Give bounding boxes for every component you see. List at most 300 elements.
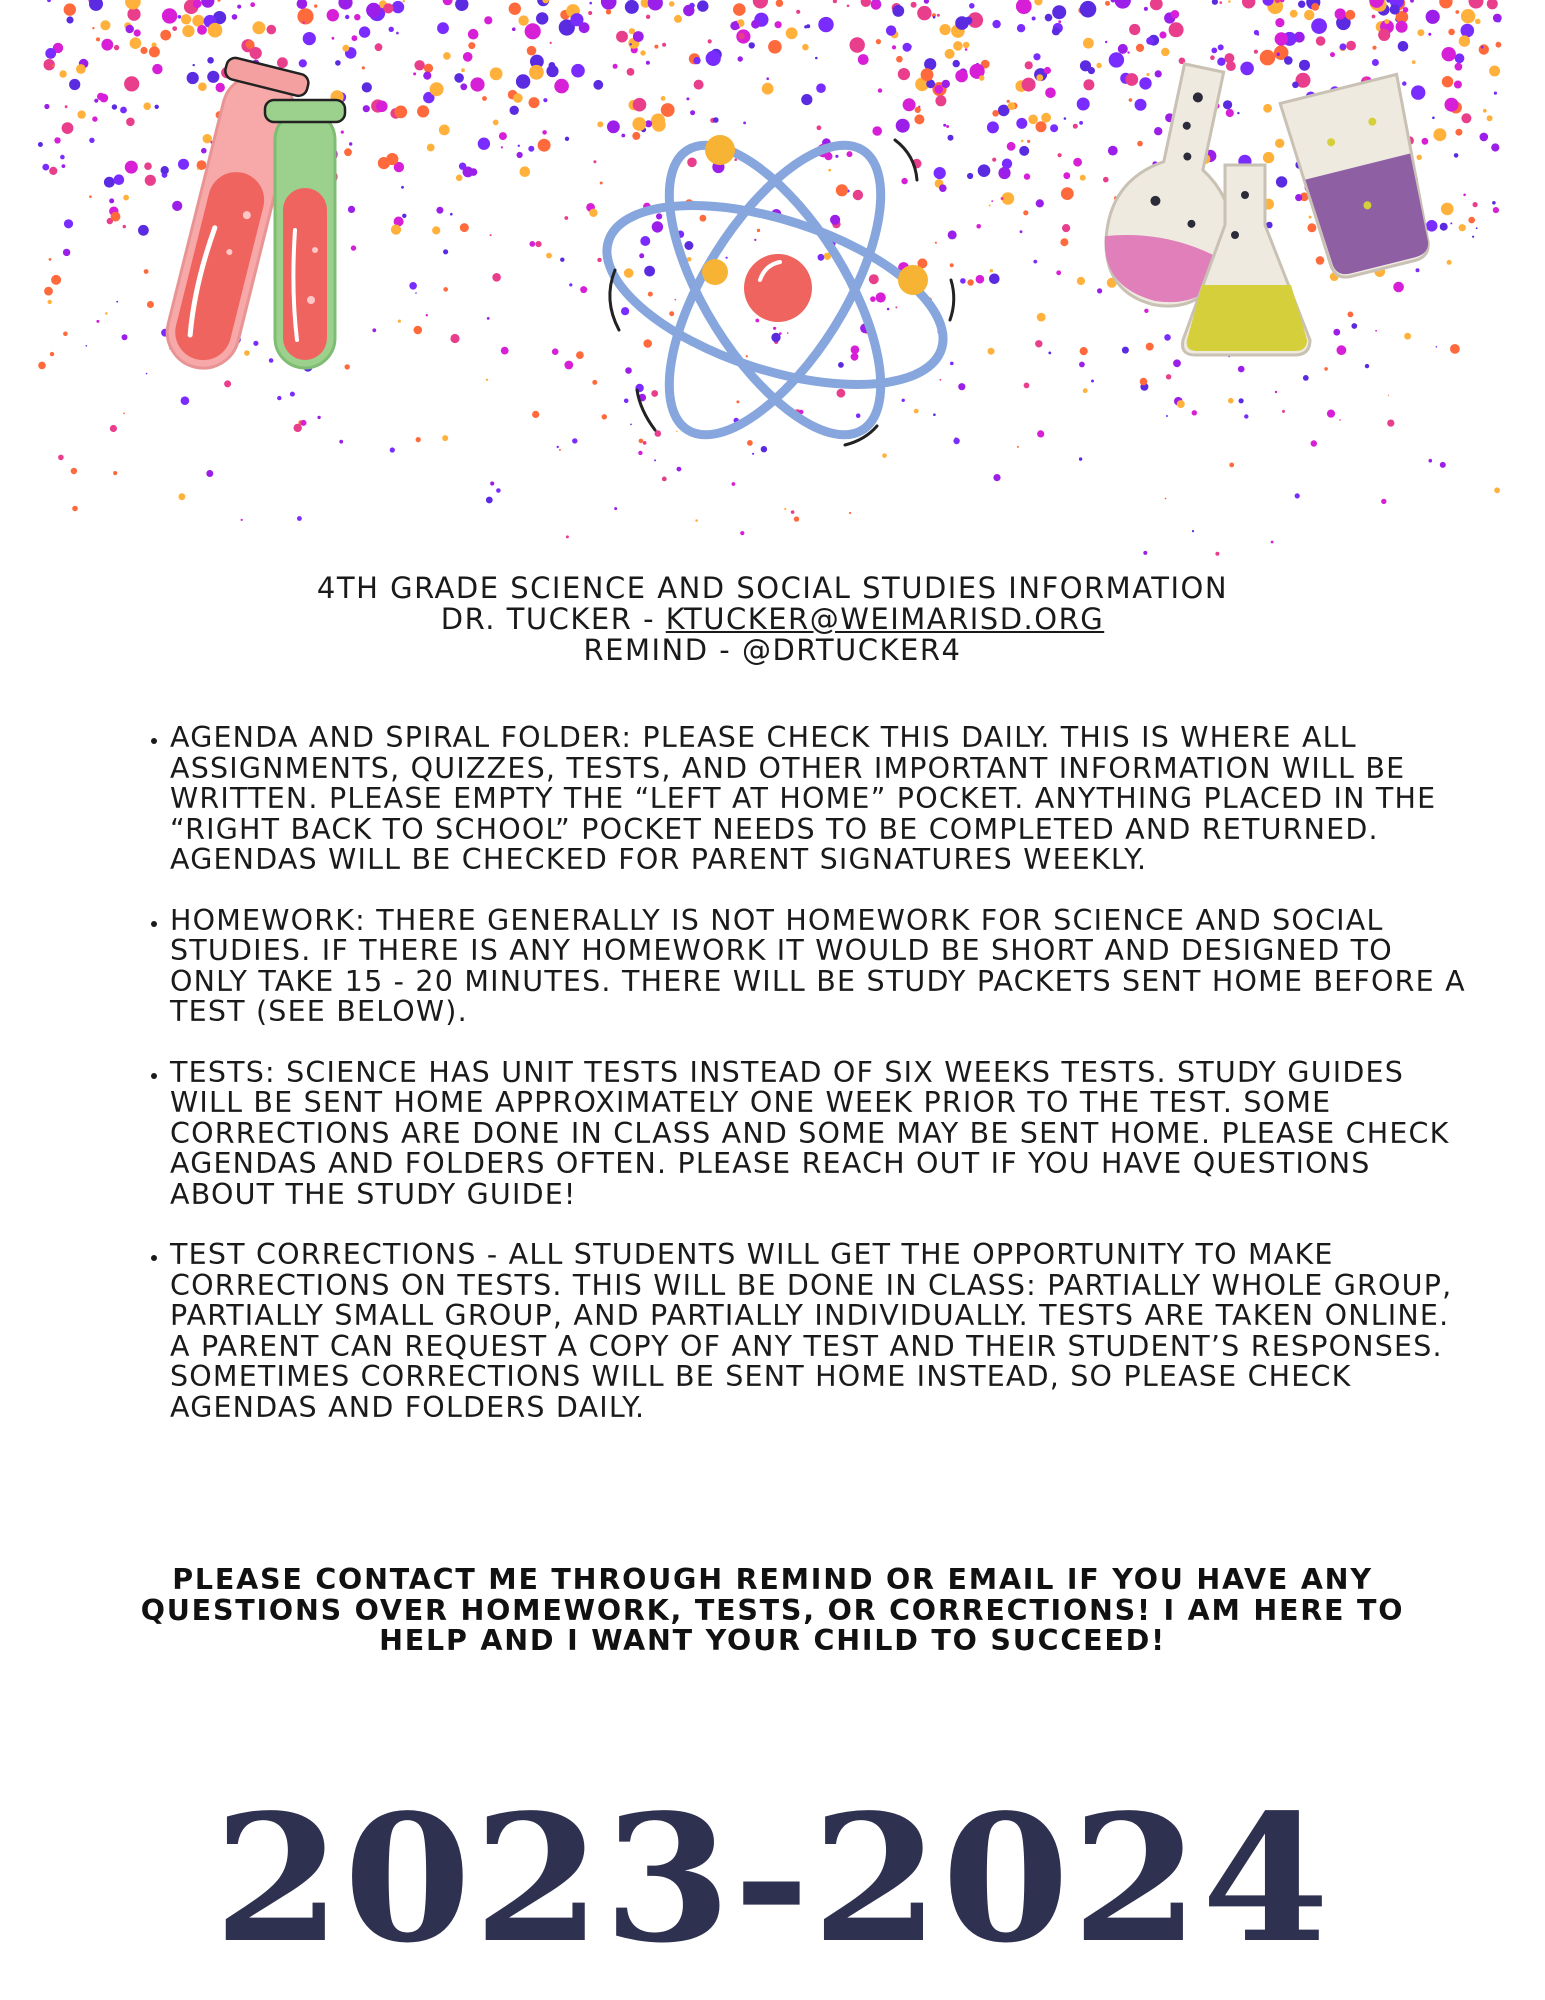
confetti-dot — [802, 44, 809, 51]
document-header — [0, 573, 1545, 666]
confetti-dot — [945, 49, 955, 59]
confetti-dot — [290, 392, 295, 397]
confetti-dot — [1417, 29, 1424, 36]
confetti-dot — [120, 107, 127, 114]
confetti-dot — [1239, 398, 1244, 403]
confetti-dot — [552, 348, 559, 355]
confetti-dot — [1079, 121, 1083, 125]
confetti-dot — [576, 351, 584, 359]
confetti-dot — [886, 25, 896, 35]
confetti-dot — [192, 15, 204, 27]
confetti-dot — [478, 138, 490, 150]
confetti-dot — [1496, 42, 1502, 48]
confetti-dot — [749, 42, 755, 48]
confetti-dot — [1062, 224, 1070, 232]
confetti-dot — [992, 158, 996, 162]
confetti-dot — [1171, 10, 1180, 19]
confetti-dot — [1459, 35, 1470, 46]
confetti-dot — [1192, 530, 1194, 532]
confetti-dot — [1481, 46, 1484, 49]
confetti-dot — [1442, 76, 1453, 87]
confetti-dot — [409, 282, 417, 290]
confetti-dot — [297, 0, 308, 9]
confetti-dot — [871, 0, 881, 10]
confetti-dot — [1211, 48, 1217, 54]
confetti-dot — [94, 99, 98, 103]
confetti-dot — [327, 9, 339, 21]
confetti-dot — [1461, 9, 1475, 23]
confetti-dot — [44, 104, 49, 109]
confetti-dot — [1058, 20, 1061, 23]
confetti-dot — [571, 64, 585, 78]
confetti-dot — [197, 25, 207, 35]
confetti-dot — [297, 516, 302, 521]
confetti-dot — [1254, 50, 1258, 54]
confetti-dot — [535, 241, 541, 247]
confetti-dot — [122, 334, 128, 340]
confetti-dot — [100, 20, 110, 30]
confetti-dot — [1463, 194, 1466, 197]
confetti-dot — [1025, 61, 1033, 69]
confetti-dot — [1169, 22, 1184, 37]
confetti-dot — [65, 105, 68, 108]
confetti-dot — [1304, 10, 1314, 20]
confetti-dot — [44, 287, 53, 296]
confetti-dot — [529, 65, 544, 80]
confetti-dot — [616, 31, 628, 43]
confetti-dot — [1080, 1, 1097, 18]
confetti-dot — [589, 2, 592, 5]
confetti-dot — [414, 326, 423, 335]
flasks-icon — [1095, 55, 1435, 365]
confetti-dot — [345, 15, 349, 19]
atom-icon — [595, 110, 975, 460]
teacher-contact-line — [0, 604, 1545, 635]
confetti-dot — [62, 122, 74, 134]
confetti-dot — [601, 0, 617, 10]
confetti-dot — [1439, 0, 1452, 8]
confetti-dot — [112, 104, 117, 109]
confetti-dot — [1316, 36, 1326, 46]
confetti-dot — [546, 253, 552, 259]
confetti-dot — [1275, 391, 1277, 393]
confetti-dot — [1311, 3, 1319, 11]
confetti-dot — [442, 435, 448, 441]
confetti-dot — [1056, 270, 1061, 275]
confetti-dot — [297, 8, 313, 24]
confetti-dot — [557, 446, 559, 448]
confetti-dot — [162, 8, 177, 23]
confetti-dot — [955, 70, 968, 83]
confetti-dot — [1491, 143, 1499, 151]
confetti-dot — [606, 9, 611, 14]
confetti-dot — [560, 258, 564, 262]
confetti-dot — [1220, 1, 1223, 4]
confetti-dot — [501, 146, 503, 148]
confetti-dot — [1212, 0, 1218, 5]
confetti-dot — [416, 437, 421, 442]
confetti-dot — [695, 519, 698, 522]
confetti-dot — [1023, 210, 1028, 215]
confetti-dot — [730, 21, 739, 30]
confetti-dot — [294, 424, 302, 432]
confetti-dot — [762, 83, 774, 95]
confetti-dot — [401, 186, 404, 189]
confetti-dot — [1027, 140, 1030, 143]
confetti-dot — [640, 50, 645, 55]
confetti-dot — [1019, 146, 1029, 156]
confetti-dot — [396, 32, 399, 35]
confetti-dot — [1016, 0, 1032, 14]
confetti-dot — [1063, 172, 1070, 179]
confetti-dot — [89, 138, 94, 143]
confetti-dot — [89, 0, 103, 11]
confetti-dot — [89, 195, 92, 198]
confetti-dot — [1479, 44, 1489, 54]
confetti-dot — [1340, 43, 1347, 50]
confetti-dot — [250, 2, 255, 7]
confetti-dot — [1454, 153, 1459, 158]
confetti-dot — [51, 275, 61, 285]
confetti-dot — [978, 164, 991, 177]
confetti-dot — [1077, 277, 1085, 285]
confetti-dot — [529, 97, 540, 108]
confetti-dot — [126, 25, 134, 33]
list-item-test-corrections: • TEST CORRECTIONS - ALL STUDENTS WILL GET THE OPPORTUNITY TO MAKE CORRECTIONS ON TESTS. THIS WILL BE DONE IN CLASS: PARTIALLY WHOLE GROUP, PARTIALLY SMALL GROUP, AND PARTIALLY INDIVIDUALLY. TESTS ARE TAKEN ONLINE. A PARENT CAN REQUEST A COPY OF ANY TEST AND THEIR STUDENT’S RESPONSES. SOMETIMES CORRECTIONS WILL BE SENT HOME INSTEAD, SO PLEASE CHECK AGENDAS AND FOLDERS DAILY. — [170, 1240, 1470, 1423]
confetti-dot — [896, 56, 903, 63]
confetti-dot — [1428, 33, 1431, 36]
confetti-dot — [1440, 462, 1446, 468]
confetti-dot — [796, 10, 800, 14]
confetti-dot — [921, 68, 934, 81]
confetti-dot — [1489, 66, 1500, 77]
confetti-dot — [182, 25, 194, 37]
confetti-dot — [392, 1, 404, 13]
list-item-homework: • HOMEWORK: THERE GENERALLY IS NOT HOMEWORK FOR SCIENCE AND SOCIAL STUDIES. IF THERE IS ANY HOMEWORK IT WOULD BE SHORT AND DESIGNED TO ONLY TAKE 15 - 20 MINUTES. THERE WILL BE STUDY PACKETS SENT HOME BEFORE A TEST (SEE BELOW). — [170, 906, 1470, 1028]
confetti-dot — [733, 3, 746, 16]
confetti-dot — [1115, 0, 1131, 9]
confetti-dot — [784, 508, 786, 510]
confetti-dot — [114, 174, 125, 185]
confetti-dot — [1083, 79, 1094, 90]
confetti-dot — [50, 352, 54, 356]
confetti-dot — [69, 79, 80, 90]
confetti-dot — [520, 166, 531, 177]
confetti-dot — [1215, 552, 1219, 556]
confetti-dot — [1035, 340, 1042, 347]
confetti-dot — [892, 45, 896, 49]
confetti-dot — [989, 274, 1000, 285]
confetti-dot — [1048, 352, 1051, 355]
confetti-dot — [953, 60, 960, 67]
confetti-dot — [1016, 118, 1027, 129]
confetti-dot — [693, 57, 700, 64]
confetti-dot — [911, 2, 917, 8]
confetti-dot — [1429, 459, 1433, 463]
confetti-dot — [751, 20, 760, 29]
confetti-dot — [63, 332, 68, 337]
confetti-dot — [1061, 187, 1074, 200]
confetti-dot — [1127, 51, 1129, 53]
confetti-dot — [993, 474, 1000, 481]
confetti-dot — [1073, 158, 1082, 167]
confetti-dot — [850, 37, 865, 52]
confetti-dot — [1140, 378, 1148, 386]
confetti-dot — [1229, 463, 1234, 468]
confetti-dot — [389, 27, 394, 32]
confetti-dot — [1346, 41, 1356, 51]
confetti-dot — [501, 347, 509, 355]
confetti-dot — [1037, 430, 1044, 437]
confetti-dot — [740, 531, 744, 535]
confetti-dot — [991, 200, 993, 202]
confetti-dot — [1450, 222, 1452, 224]
confetti-dot — [1242, 0, 1255, 9]
confetti-dot — [92, 27, 94, 29]
confetti-dot — [493, 120, 499, 126]
confetti-dot — [898, 68, 910, 80]
confetti-dot — [775, 21, 782, 28]
confetti-dot — [1083, 38, 1094, 49]
confetti-dot — [940, 24, 951, 35]
confetti-dot — [964, 17, 972, 25]
confetti-dot — [1118, 44, 1128, 54]
confetti-dot — [1033, 53, 1040, 60]
list-item-tests: • TESTS: SCIENCE HAS UNIT TESTS INSTEAD OF SIX WEEKS TESTS. STUDY GUIDES WILL BE SENT HOME APPROXIMATELY ONE WEEK PRIOR TO THE TEST. SOME CORRECTIONS ARE DONE IN CLASS AND SOME MAY BE SENT HOME. PLEASE CHECK AGENDAS AND FOLDERS OFTEN. PLEASE REACH OUT IF YOU HAVE QUESTIONS ABOUT THE STUDY GUIDE! — [170, 1058, 1470, 1211]
confetti-dot — [1080, 347, 1088, 355]
confetti-dot — [486, 497, 493, 504]
confetti-dot — [527, 46, 537, 56]
confetti-dot — [1166, 374, 1171, 379]
confetti-dot — [801, 94, 812, 105]
confetti-dot — [816, 83, 826, 93]
confetti-dot — [1497, 18, 1501, 22]
confetti-dot — [463, 167, 474, 178]
confetti-dot — [1228, 0, 1231, 3]
confetti-dot — [1052, 5, 1066, 19]
confetti-dot — [969, 3, 975, 9]
confetti-dot — [625, 0, 639, 14]
confetti-dot — [738, 33, 745, 40]
confetti-dot — [252, 21, 265, 34]
confetti-dot — [134, 29, 141, 36]
confetti-dot — [580, 286, 587, 293]
confetti-dot — [559, 449, 561, 451]
confetti-dot — [352, 35, 358, 41]
confetti-dot — [815, 57, 818, 60]
confetti-dot — [987, 121, 999, 133]
confetti-dot — [426, 314, 428, 316]
confetti-dot — [1468, 217, 1475, 224]
confetti-dot — [1290, 10, 1298, 18]
confetti-dot — [1036, 199, 1044, 207]
confetti-dot — [486, 379, 488, 381]
confetti-dot — [554, 79, 569, 94]
confetti-dot — [1271, 541, 1274, 544]
confetti-dot — [694, 80, 704, 90]
confetti-dot — [314, 4, 317, 7]
confetti-dot — [105, 312, 108, 315]
confetti-dot — [976, 275, 985, 284]
confetti-dot — [1166, 415, 1168, 417]
confetti-dot — [1017, 24, 1025, 32]
confetti-dot — [1036, 121, 1047, 132]
confetti-dot — [753, 0, 768, 9]
confetti-dot — [402, 214, 406, 218]
confetti-dot — [66, 16, 73, 23]
confetti-dot — [998, 167, 1010, 179]
confetti-dot — [1372, 46, 1376, 50]
confetti-dot — [277, 396, 281, 400]
confetti-dot — [127, 8, 140, 21]
confetti-dot — [593, 80, 603, 90]
confetti-dot — [123, 195, 129, 201]
confetti-dot — [1275, 32, 1288, 45]
confetti-dot — [1298, 0, 1305, 7]
confetti-dot — [876, 39, 881, 44]
confetti-dot — [62, 164, 66, 168]
confetti-dot — [1403, 7, 1409, 13]
confetti-dot — [1024, 383, 1030, 389]
confetti-dot — [1238, 366, 1245, 373]
confetti-dot — [1480, 133, 1489, 142]
confetti-dot — [732, 482, 736, 486]
confetti-dot — [1410, 0, 1414, 3]
confetti-dot — [1007, 142, 1016, 151]
confetti-dot — [794, 516, 799, 521]
confetti-dot — [776, 0, 784, 7]
confetti-dot — [1339, 419, 1341, 421]
confetti-dot — [1024, 173, 1030, 179]
list-item-agenda: • AGENDA AND SPIRAL FOLDER: PLEASE CHECK THIS DAILY. THIS IS WHERE ALL ASSIGNMENTS, QUIZZES, TESTS, AND OTHER IMPORTANT INFORMATION WILL BE WRITTEN. PLEASE EMPTY THE “LEFT AT HOME” POCKET. ANYTHING PLACED IN THE “RIGHT BACK TO SCHOOL” POCKET NEEDS TO BE COMPLETED AND RETURNED. AGENDAS WILL BE CHECKED FOR PARENT SIGNATURES WEEKLY. — [170, 723, 1470, 876]
confetti-dot — [1475, 19, 1481, 25]
confetti-dot — [470, 77, 484, 91]
confetti-dot — [791, 510, 795, 514]
confetti-dot — [178, 15, 182, 19]
confetti-dot — [179, 493, 186, 500]
confetti-dot — [1045, 14, 1053, 22]
confetti-dot — [1143, 551, 1147, 555]
confetti-dot — [532, 411, 539, 418]
confetti-dot — [564, 361, 573, 370]
confetti-dot — [686, 97, 689, 100]
confetti-dot — [1088, 67, 1095, 74]
confetti-dot — [71, 468, 77, 474]
confetti-dot — [460, 83, 467, 90]
confetti-dot — [937, 14, 940, 17]
confetti-dot — [654, 45, 658, 49]
confetti-dot — [430, 82, 444, 96]
confetti-dot — [988, 348, 995, 355]
confetti-dot — [60, 155, 65, 160]
confetti-dot — [1177, 400, 1185, 408]
confetti-dot — [1008, 102, 1016, 110]
confetti-dot — [110, 425, 117, 432]
confetti-dot — [63, 249, 70, 256]
confetti-dot — [1079, 362, 1085, 368]
confetti-dot — [1455, 63, 1463, 71]
confetti-dot — [1455, 53, 1465, 63]
confetti-dot — [989, 205, 991, 207]
confetti-dot — [443, 0, 453, 5]
confetti-dot — [391, 225, 401, 235]
confetti-dot — [538, 139, 551, 152]
confetti-dot — [332, 37, 335, 40]
confetti-dot — [1461, 24, 1475, 38]
confetti-dot — [99, 94, 108, 103]
confetti-dot — [454, 73, 464, 83]
confetti-dot — [267, 25, 277, 35]
confetti-dot — [512, 27, 516, 31]
confetti-dot — [992, 20, 1000, 28]
confetti-dot — [633, 31, 644, 42]
confetti-dot — [463, 52, 473, 62]
confetti-dot — [366, 3, 381, 18]
confetti-dot — [1257, 33, 1259, 35]
confetti-dot — [1244, 414, 1248, 418]
confetti-dot — [588, 11, 592, 15]
school-year: 2023-2024 — [213, 1777, 1332, 1982]
confetti-dot — [528, 146, 534, 152]
confetti-dot — [564, 216, 568, 220]
confetti-dot — [1454, 81, 1462, 89]
confetti-dot — [496, 488, 501, 493]
confetti-dot — [1091, 380, 1094, 383]
confetti-dot — [1058, 153, 1062, 157]
confetti-dot — [38, 142, 43, 147]
confetti-dot — [517, 152, 523, 158]
confetti-dot — [456, 175, 463, 182]
confetti-dot — [1032, 17, 1036, 21]
confetti-dot — [72, 506, 78, 512]
confetti-dot — [113, 471, 117, 475]
confetti-dot — [42, 164, 49, 171]
confetti-dot — [935, 95, 946, 106]
confetti-dot — [47, 0, 51, 2]
confetti-dot — [1461, 113, 1471, 123]
confetti-dot — [1050, 124, 1058, 132]
teacher-email-link[interactable]: KTUCKER@WEIMARISD.ORG — [665, 602, 1105, 636]
confetti-dot — [390, 447, 395, 452]
confetti-dot — [461, 68, 465, 72]
confetti-dot — [1472, 236, 1474, 238]
confetti-dot — [126, 118, 135, 127]
confetti-dot — [116, 301, 118, 303]
confetti-dot — [965, 48, 968, 51]
confetti-dot — [359, 26, 370, 37]
confetti-dot — [992, 110, 999, 117]
confetti-dot — [206, 470, 213, 477]
confetti-dot — [487, 317, 490, 320]
confetti-dot — [303, 32, 316, 45]
confetti-dot — [1073, 124, 1078, 129]
confetti-dot — [1083, 388, 1088, 393]
confetti-dot — [1493, 207, 1499, 213]
confetti-dot — [613, 64, 618, 69]
confetti-dot — [689, 3, 695, 9]
confetti-dot — [1021, 140, 1024, 143]
confetti-dot — [413, 72, 416, 75]
confetti-dot — [181, 14, 191, 24]
confetti-dot — [669, 1, 675, 7]
confetti-dot — [224, 380, 231, 387]
confetti-dot — [1282, 410, 1285, 413]
confetti-dot — [1436, 346, 1438, 348]
confetti-dot — [208, 23, 223, 38]
closing-message: PLEASE CONTACT ME THROUGH REMIND OR EMAIL IF YOU HAVE ANY QUESTIONS OVER HOMEWORK, TESTS, OR CORRECTIONS! I AM HERE TO HELP AND I WANT YOUR CHILD TO SUCCEED! — [140, 1563, 1405, 1657]
confetti-dot — [160, 30, 171, 41]
confetti-dot — [104, 177, 115, 188]
